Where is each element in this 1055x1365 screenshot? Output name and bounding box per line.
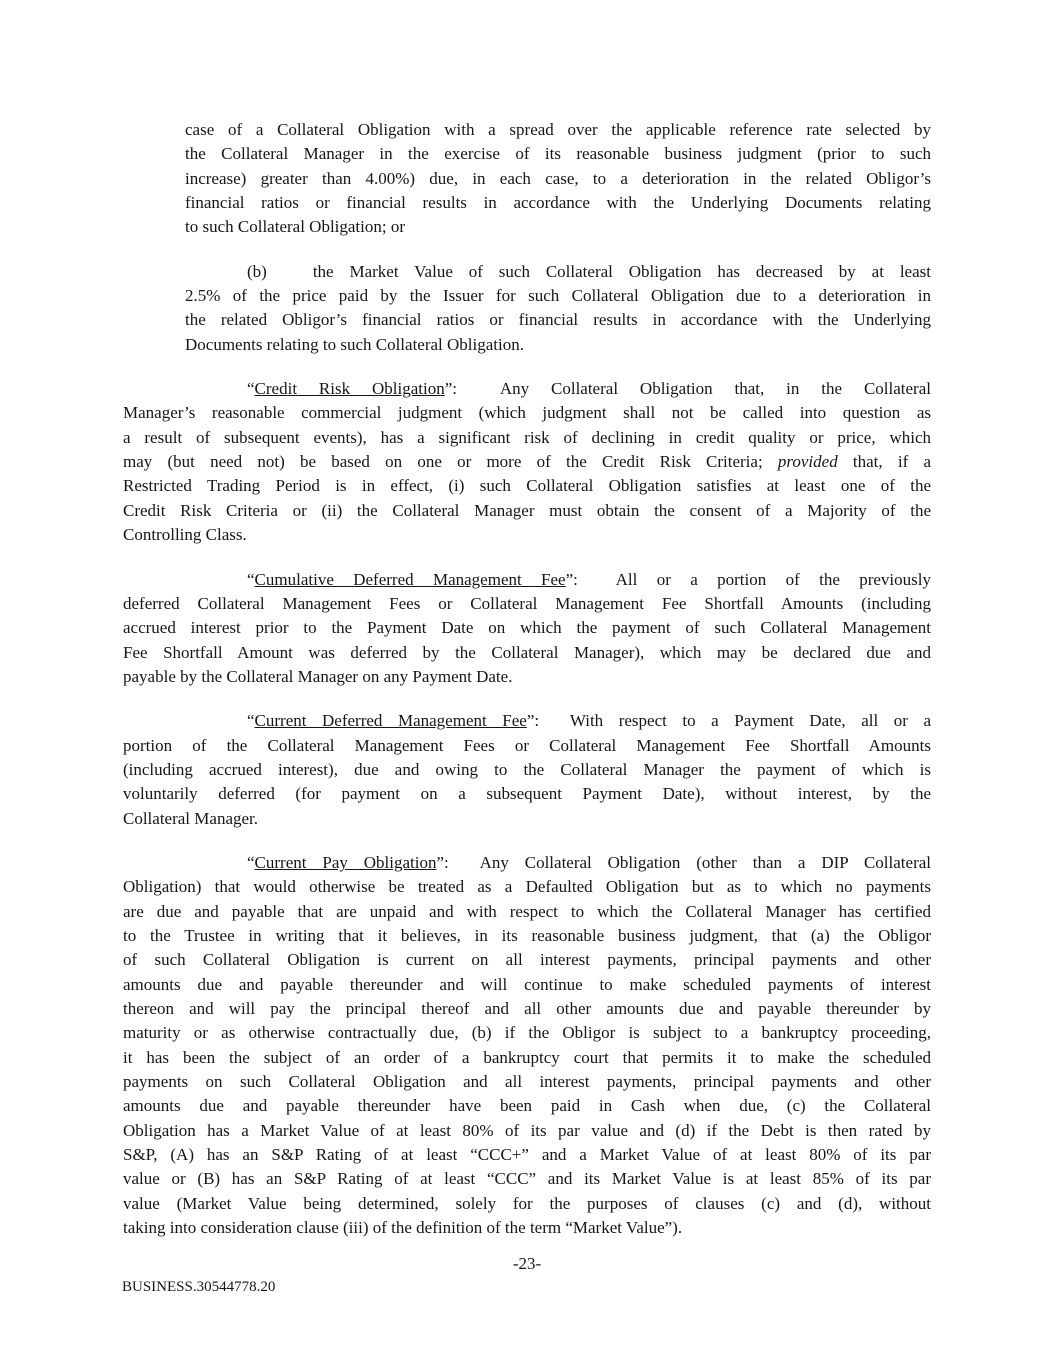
text-line: [123, 997, 931, 1021]
text-run: (including accrued interest), due and owing to the Collateral Manager the payment of which is: [123, 759, 931, 779]
text-run: to such Collateral Obligation; or: [185, 217, 406, 237]
text-line: [123, 1167, 931, 1191]
text-run: the Market Value of such Collateral Obligation has decreased by at least: [312, 261, 931, 281]
definition-cumulative-deferred-management-fee: [123, 568, 931, 690]
text-line: [123, 709, 931, 733]
text-run: the related Obligor’s financial ratios or financial results in accordance with the Underlying: [185, 310, 931, 330]
text-run: ”: With respect to a Payment Date, all or a: [526, 711, 931, 731]
text-run: amounts due and payable thereunder and will continue to make scheduled payments of interest: [123, 974, 931, 994]
text-run: that, if a: [837, 452, 931, 472]
text-line: [123, 948, 931, 972]
text-line: [185, 333, 931, 357]
text-run: Documents relating to such Collateral Obligation.: [185, 334, 524, 354]
text-line: [123, 1216, 931, 1240]
text-run: may (but need not) be based on one or more of the Credit Risk Criteria;: [123, 452, 778, 472]
text-run: payments on such Collateral Obligation and all interest payments, principal payments and other: [123, 1072, 931, 1092]
text-line: [123, 592, 931, 616]
defined-term: Current Pay Obligation: [254, 852, 437, 872]
text-line: [185, 167, 931, 191]
text-line: [123, 924, 931, 948]
text-run: case of a Collateral Obligation with a spread over the applicable reference rate selected by: [185, 120, 931, 139]
text-line: [123, 426, 931, 450]
text-run: deferred Collateral Management Fees or Collateral Management Fee Shortfall Amounts (including: [123, 593, 931, 613]
text-run: accrued interest prior to the Payment Date on which the payment of such Collateral Management: [123, 618, 931, 638]
text-run: ”: Any Collateral Obligation that, in the Collateral: [444, 379, 931, 399]
text-line: [123, 1094, 931, 1118]
text-line: [123, 665, 931, 689]
text-run: increase) greater than 4.00%) due, in each case, to a deterioration in the related Obligor’s: [185, 168, 931, 188]
text-line: [123, 499, 931, 523]
text-run: taking into consideration clause (iii) of the definition of the term “Market Value”).: [123, 1218, 683, 1238]
page-number: -23-: [512, 1254, 542, 1273]
text-line: [123, 782, 931, 806]
text-line: [123, 568, 931, 592]
text-run: ”: Any Collateral Obligation (other than a DIP Collateral: [436, 852, 931, 872]
text-run: Obligation) that would otherwise be treated as a Defaulted Obligation but as to which no payments: [123, 877, 931, 897]
text-run: S&P, (A) has an S&P Rating of at least “CCC+” and a Market Value of at least 80% of its par: [123, 1145, 931, 1165]
defined-term: Cumulative Deferred Management Fee: [254, 569, 566, 589]
text-run: thereon and will pay the principal thereof and all other amounts due and payable thereunder by: [123, 999, 931, 1018]
text-line: [123, 1143, 931, 1167]
text-line: [123, 377, 931, 401]
text-line: [185, 284, 931, 308]
text-run: Controlling Class.: [123, 525, 247, 545]
definition-current-deferred-management-fee: [123, 709, 931, 831]
text-line: [123, 900, 931, 924]
text-run: Manager’s reasonable commercial judgment (which judgment shall not be called into question as: [123, 403, 931, 423]
text-line: [123, 1119, 931, 1143]
text-line: [185, 142, 931, 166]
defined-term: Credit Risk Obligation: [254, 379, 445, 399]
clause-b: [185, 260, 931, 357]
text-run: provided: [777, 452, 838, 472]
text-run: are due and payable that are unpaid and with respect to which the Collateral Manager has certified: [123, 901, 931, 921]
text-line: [123, 1070, 931, 1094]
text-run: voluntarily deferred (for payment on a subsequent Payment Date), without interest, by the: [123, 784, 931, 804]
text-line: [185, 260, 931, 284]
text-run: the Collateral Manager in the exercise of its reasonable business judgment (prior to such: [185, 144, 931, 164]
text-run: Fee Shortfall Amount was deferred by the Collateral Manager), which may be declared due and: [123, 642, 931, 662]
text-line: [123, 973, 931, 997]
text-run: of such Collateral Obligation is current on all interest payments, principal payments and other: [123, 950, 931, 970]
defined-term: Current Deferred Management Fee: [254, 711, 527, 731]
text-run: Restricted Trading Period is in effect, (i) such Collateral Obligation satisfies at least one of the: [123, 476, 931, 496]
text-run: value or (B) has an S&P Rating of at least “CCC” and its Market Value is at least 85% of its par: [123, 1169, 931, 1189]
text-run: it has been the subject of an order of a bankruptcy court that permits it to make the scheduled: [123, 1047, 931, 1067]
text-line: [123, 1021, 931, 1045]
text-line: [123, 851, 931, 875]
text-run: “: [247, 711, 255, 731]
text-run: to the Trustee in writing that it believes, in its reasonable business judgment, that (a) the Obligor: [123, 925, 931, 945]
text-run: portion of the Collateral Management Fees or Collateral Management Fee Shortfall Amounts: [123, 735, 931, 755]
text-run: ”: All or a portion of the previously: [565, 569, 931, 589]
text-line: [185, 308, 931, 332]
text-run: maturity or as otherwise contractually due, (b) if the Obligor is subject to a bankruptcy proceeding,: [123, 1023, 931, 1043]
document-body: [123, 118, 931, 1260]
text-line: [123, 616, 931, 640]
text-run: financial ratios or financial results in accordance with the Underlying Documents relating: [185, 193, 931, 213]
text-run: a result of subsequent events), has a significant risk of declining in credit quality or price, which: [123, 427, 931, 447]
text-run: (b): [247, 261, 267, 281]
text-line: [185, 118, 931, 142]
text-line: [123, 401, 931, 425]
definition-current-pay-obligation: [123, 851, 931, 1241]
text-run: “: [247, 852, 255, 872]
text-line: [123, 450, 931, 474]
text-line: [123, 734, 931, 758]
text-run: “: [247, 379, 255, 399]
text-line: [123, 1192, 931, 1216]
text-line: [123, 641, 931, 665]
text-line: [123, 807, 931, 831]
text-run: value (Market Value being determined, solely for the purposes of clauses (c) and (d), without: [123, 1193, 931, 1213]
text-line: [123, 474, 931, 498]
text-run: Credit Risk Criteria or (ii) the Collateral Manager must obtain the consent of a Majority of the: [123, 500, 931, 520]
text-run: Obligation has a Market Value of at least 80% of its par value and (d) if the Debt is then rated by: [123, 1120, 931, 1140]
document-id: BUSINESS.30544778.20: [122, 1279, 276, 1295]
text-line: [123, 523, 931, 547]
text-line: [123, 875, 931, 899]
text-run: “: [247, 569, 255, 589]
text-line: [185, 191, 931, 215]
text-run: payable by the Collateral Manager on any Payment Date.: [123, 666, 513, 686]
clause-a-continuation: [185, 118, 931, 240]
text-line: [123, 758, 931, 782]
text-run: amounts due and payable thereunder have been paid in Cash when due, (c) the Collateral: [123, 1096, 931, 1116]
text-run: 2.5% of the price paid by the Issuer for such Collateral Obligation due to a deterioration in: [185, 286, 931, 306]
definition-credit-risk-obligation: [123, 377, 931, 547]
text-line: [123, 1046, 931, 1070]
text-run: Collateral Manager.: [123, 808, 259, 828]
text-line: [185, 215, 931, 239]
